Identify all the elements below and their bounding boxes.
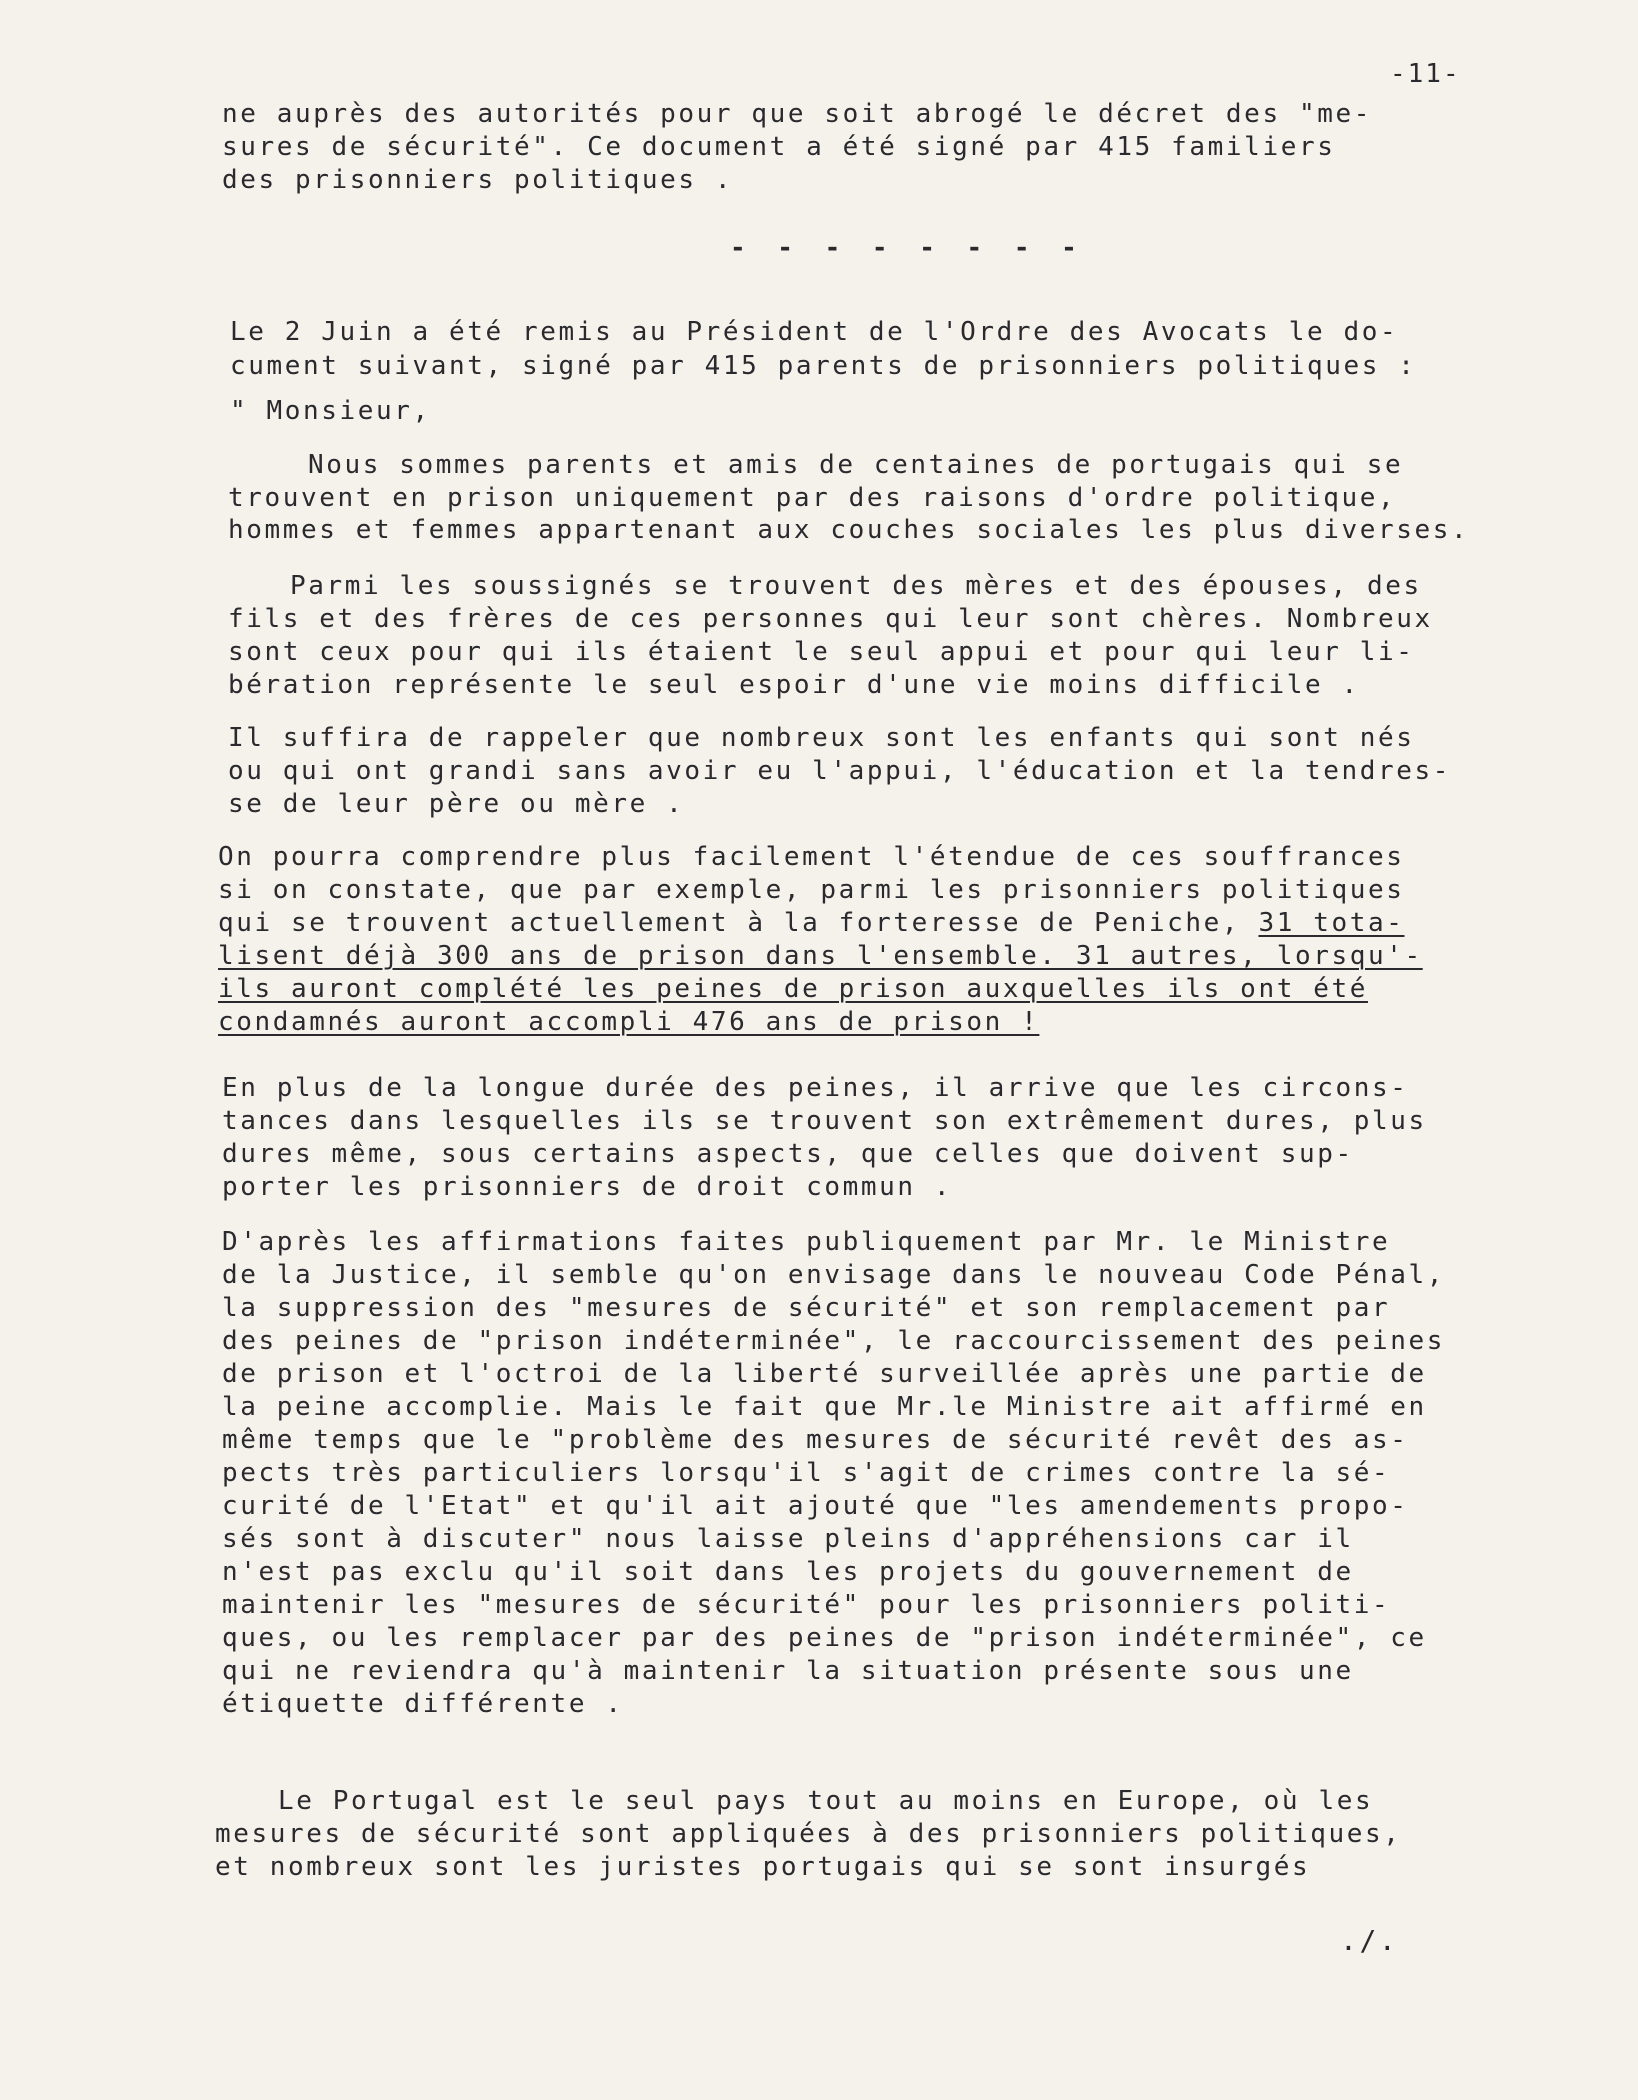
text-line: sures de sécurité". Ce document a été signé par 415 familiers xyxy=(222,132,1336,162)
text-line: dures même, sous certains aspects, que celles que doivent sup- xyxy=(222,1139,1354,1169)
text-line: se de leur père ou mère . xyxy=(228,789,685,819)
text-line: de prison et l'octroi de la liberté surveillée après une partie de xyxy=(222,1359,1427,1389)
text-line: curité de l'Etat" et qu'il ait ajouté que "les amendements propo- xyxy=(222,1491,1409,1521)
section-separator: - - - - - - - - xyxy=(730,233,1085,263)
text-line: Parmi les soussignés se trouvent des mères et des épouses, des xyxy=(290,571,1422,601)
text-line: des prisonniers politiques . xyxy=(222,165,734,195)
text-line: pects très particuliers lorsqu'il s'agit de crimes contre la sé- xyxy=(222,1458,1391,1488)
text-line: qui ne reviendra qu'à maintenir la situation présente sous une xyxy=(222,1656,1354,1686)
text-line: et nombreux sont les juristes portugais qui se sont insurgés xyxy=(215,1852,1311,1882)
text-line: même temps que le "problème des mesures de sécurité revêt des as- xyxy=(222,1425,1409,1455)
text-line: de la Justice, il semble qu'on envisage dans le nouveau Code Pénal, xyxy=(222,1260,1445,1290)
text-line xyxy=(218,907,1404,940)
continuation-mark: ./. xyxy=(1340,1924,1399,1957)
underlined-text-line: lisent déjà 300 ans de prison dans l'ensemble. 31 autres, lorsqu'- xyxy=(218,941,1423,971)
text-line: étiquette différente . xyxy=(222,1689,624,1719)
text-line: Le 2 Juin a été remis au Président de l'Ordre des Avocats le do- xyxy=(230,317,1399,347)
underlined-text-line: condamnés auront accompli 476 ans de prison ! xyxy=(218,1007,1040,1037)
text-line: ques, ou les remplacer par des peines de "prison indéterminée", ce xyxy=(222,1623,1427,1653)
text-line: hommes et femmes appartenant aux couches sociales les plus diverses. xyxy=(228,515,1470,545)
text-line: n'est pas exclu qu'il soit dans les projets du gouvernement de xyxy=(222,1557,1354,1587)
text-line: si on constate, que par exemple, parmi les prisonniers politiques xyxy=(218,875,1405,905)
text-line: cument suivant, signé par 415 parents de prisonniers politiques : xyxy=(230,351,1417,381)
page-number: -11- xyxy=(1390,59,1461,89)
text-line: ne auprès des autorités pour que soit abrogé le décret des "me- xyxy=(222,99,1372,129)
text-line: bération représente le seul espoir d'une vie moins difficile . xyxy=(228,670,1360,700)
text-line: la suppression des "mesures de sécurité" et son remplacement par xyxy=(222,1293,1391,1323)
text-line: On pourra comprendre plus facilement l'étendue de ces souffrances xyxy=(218,842,1405,872)
text-line: tances dans lesquelles ils se trouvent son extrêmement dures, plus xyxy=(222,1106,1427,1136)
text-line: fils et des frères de ces personnes qui leur sont chères. Nombreux xyxy=(228,604,1433,634)
text-line: Nous sommes parents et amis de centaines de portugais qui se xyxy=(308,450,1404,480)
text-segment: qui se trouvent actuellement à la forteresse de Peniche, xyxy=(218,908,1259,938)
text-line: Le Portugal est le seul pays tout au moins en Europe, où les xyxy=(278,1786,1374,1816)
text-line: En plus de la longue durée des peines, il arrive que les circons- xyxy=(222,1073,1409,1103)
text-line: trouvent en prison uniquement par des raisons d'ordre politique, xyxy=(228,483,1397,513)
underlined-text-line: ils auront complété les peines de prison auxquelles ils ont été xyxy=(218,974,1368,1004)
text-line: sés sont à discuter" nous laisse pleins d'appréhensions car il xyxy=(222,1524,1354,1554)
text-line: maintenir les "mesures de sécurité" pour les prisonniers politi- xyxy=(222,1590,1391,1620)
text-line: mesures de sécurité sont appliquées à des prisonniers politiques, xyxy=(215,1819,1402,1849)
text-line: ou qui ont grandi sans avoir eu l'appui, l'éducation et la tendres- xyxy=(228,756,1451,786)
underlined-text: 31 tota- xyxy=(1258,908,1405,938)
text-line: sont ceux pour qui ils étaient le seul appui et pour qui leur li- xyxy=(228,637,1415,667)
salutation: " Monsieur, xyxy=(230,396,431,426)
text-line: porter les prisonniers de droit commun . xyxy=(222,1172,953,1202)
text-line: la peine accomplie. Mais le fait que Mr.le Ministre ait affirmé en xyxy=(222,1392,1427,1422)
text-line: D'après les affirmations faites publiquement par Mr. le Ministre xyxy=(222,1227,1391,1257)
text-line: des peines de "prison indéterminée", le raccourcissement des peines xyxy=(222,1326,1445,1356)
text-line: Il suffira de rappeler que nombreux sont les enfants qui sont nés xyxy=(228,723,1415,753)
